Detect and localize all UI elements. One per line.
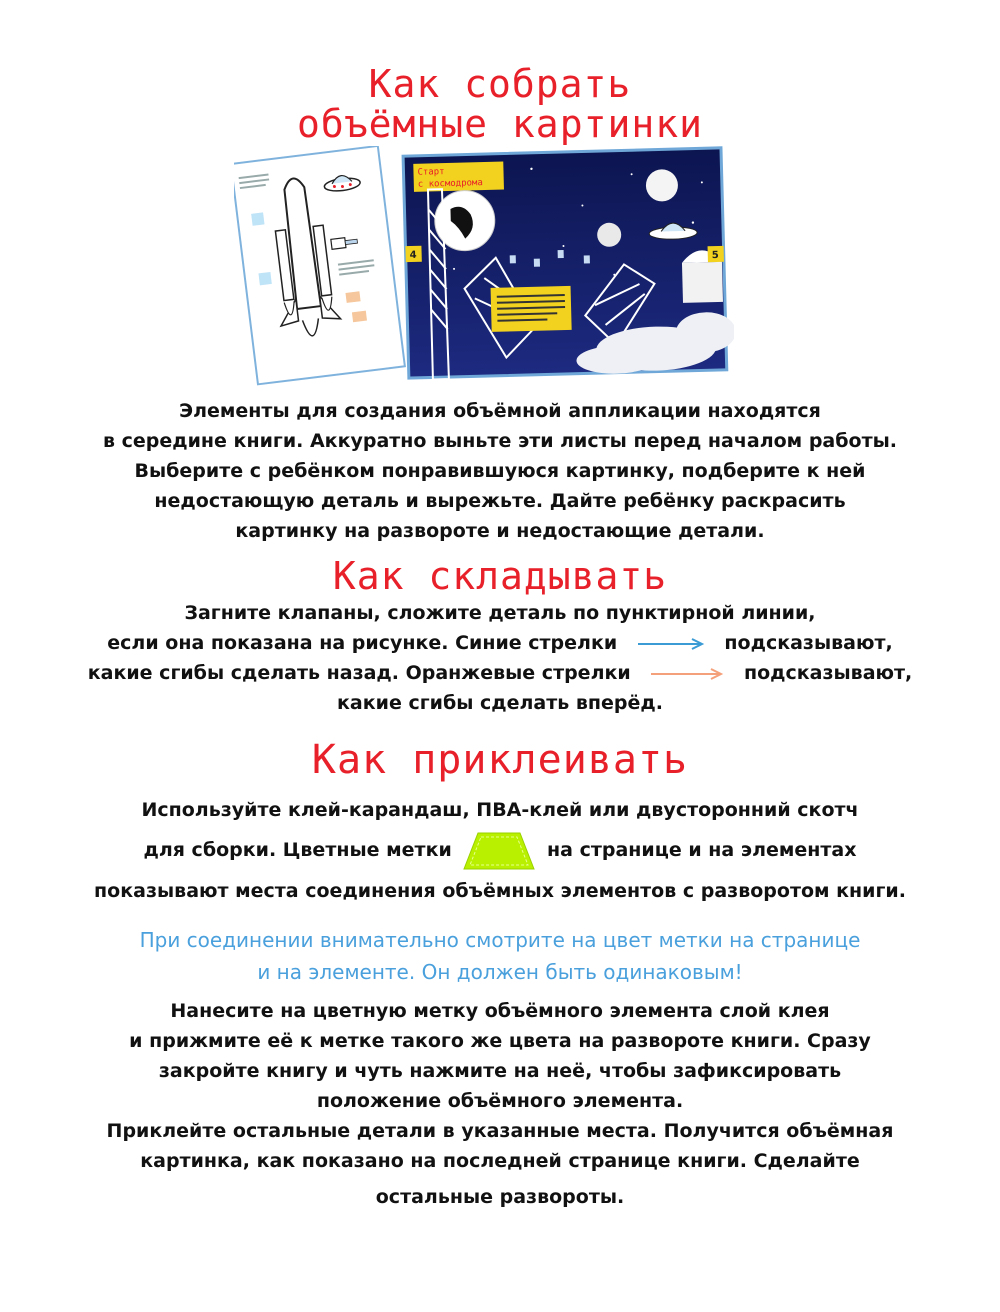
page-title-line-1: Как собрать (368, 62, 632, 106)
fold-line-2 (0, 628, 1000, 658)
spread-label-line-1: Старт (417, 167, 445, 178)
glue-line-2 (0, 830, 1000, 871)
fold-line-2-start: если она показана на рисунке. Синие стрелки (107, 632, 618, 654)
page-title-line-2: объёмные картинки (297, 102, 703, 146)
notice-line-2: и на элементе. Он должен быть одинаковым! (257, 960, 743, 984)
instructions-line: Нанесите на цветную метку объёмного элемента слой клея (170, 1000, 830, 1022)
right-spread-preview (403, 148, 734, 381)
spread-label-line-2: с космодрома (417, 178, 483, 190)
fold-line-3 (0, 658, 1000, 688)
instructions-line: остальные развороты. (375, 1186, 625, 1208)
instructions-line: закройте книгу и чуть нажмите на неё, чтобы зафиксировать (158, 1060, 842, 1082)
page-title (0, 64, 1000, 144)
glue-line-1: Используйте клей-карандаш, ПВА-клей или двусторонний скотч (141, 799, 859, 821)
fold-line-2-end: подсказывают, (724, 632, 893, 654)
blue-arrow-icon (636, 637, 706, 651)
instructions-line: и прижмите её к метке такого же цвета на развороте книги. Сразу (129, 1030, 871, 1052)
instructions-paragraph (0, 996, 1000, 1212)
intro-line: Выберите с ребёнком понравившуюся картинку, подберите к ней (134, 460, 866, 482)
intro-line: Элементы для создания объёмной аппликации находятся (179, 400, 821, 422)
fold-line-1: Загните клапаны, сложите деталь по пунктирной линии, (184, 602, 816, 624)
intro-line: в середине книги. Аккуратно выньте эти листы перед началом работы. (103, 430, 897, 452)
glue-heading: Как приклеивать (311, 737, 689, 783)
left-page-preview (234, 146, 405, 384)
fold-paragraph (0, 598, 1000, 718)
color-mark-icon (462, 831, 536, 871)
page-number-left: 4 (409, 249, 417, 262)
intro-line: картинку на развороте и недостающие детали. (235, 520, 765, 542)
instructions-line: Приклейте остальные детали в указанные места. Получится объёмная (106, 1120, 894, 1142)
fold-line-4: какие сгибы сделать вперёд. (337, 692, 663, 714)
glue-line-3: показывают места соединения объёмных элементов с разворотом книги. (94, 879, 906, 902)
glue-line-2-start: для сборки. Цветные метки (143, 839, 452, 861)
instructions-line: положение объёмного элемента. (316, 1090, 684, 1112)
page-number-right: 5 (711, 249, 719, 262)
intro-paragraph (0, 396, 1000, 546)
orange-arrow-icon (649, 667, 725, 681)
fold-line-3-start: какие сгибы сделать назад. Оранжевые стрелки (87, 662, 631, 684)
book-spread-illustration (234, 146, 734, 386)
glue-line-2-end: на странице и на элементах (547, 839, 857, 861)
glue-paragraph (0, 790, 1000, 911)
fold-line-3-end: подсказывают, (743, 662, 913, 684)
intro-line: недостающую деталь и вырежьте. Дайте ребёнку раскрасить (154, 490, 846, 512)
notice-paragraph (0, 924, 1000, 988)
instructions-line: картинка, как показано на последней странице книги. Сделайте (140, 1150, 860, 1172)
notice-line-1: При соединении внимательно смотрите на цвет метки на странице (139, 928, 861, 952)
fold-heading: Как складывать (332, 554, 668, 598)
